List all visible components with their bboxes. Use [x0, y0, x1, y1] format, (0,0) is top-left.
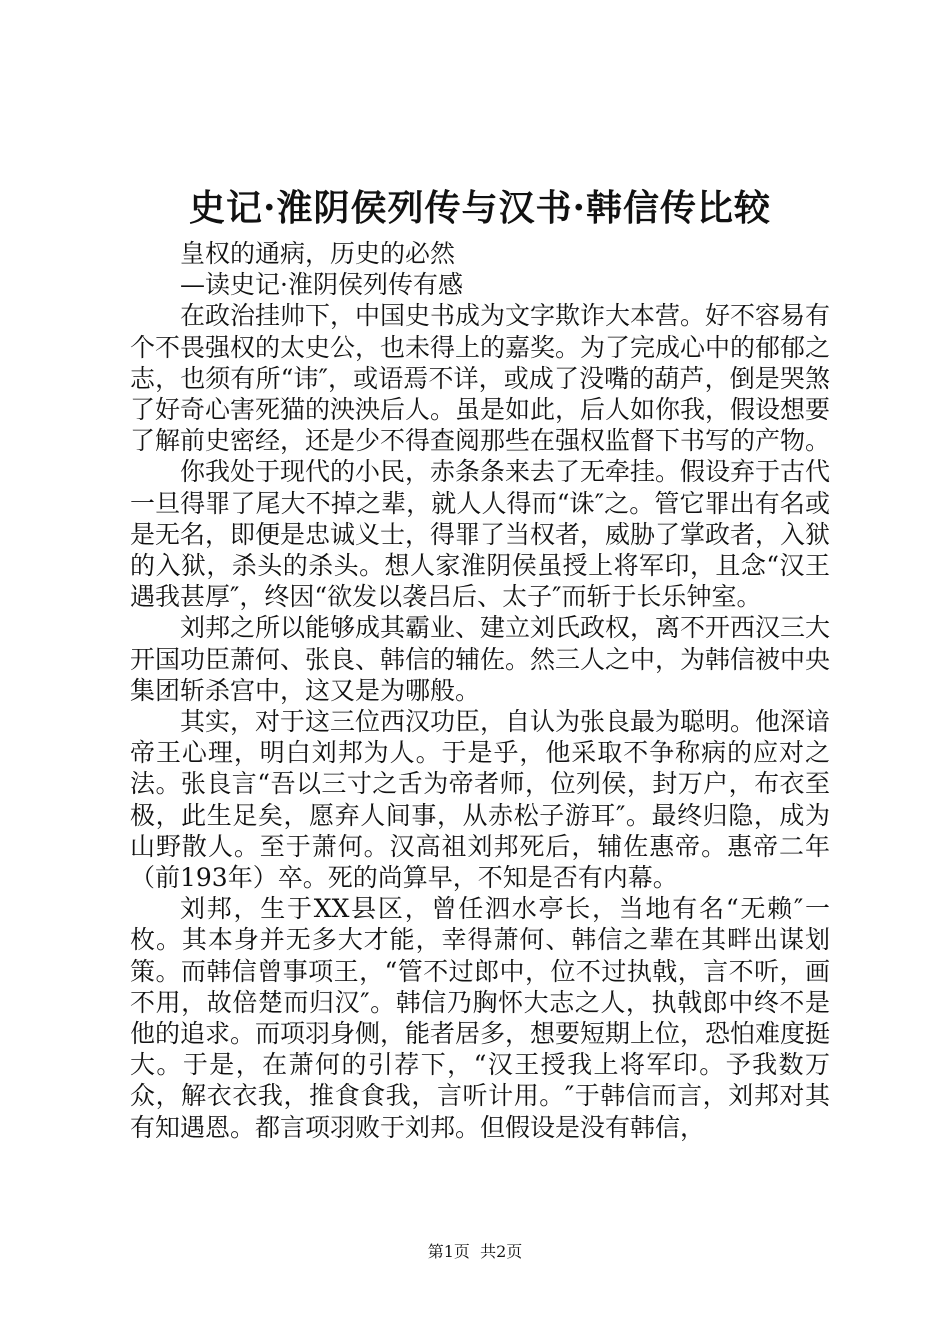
page-footer: 第1页 共2页 — [427, 1242, 523, 1261]
document-title: 史记·淮阴侯列传与汉书·韩信传比较 — [188, 187, 772, 229]
paragraph-5: 刘邦，生于XX县区，曾任泗水亭长，当地有名“无赖″一枚。其本身并无多大才能，幸得萧何、韩信之辈在其畔出谋划策。而韩信曾事项王，“管不过郎中，位不过执戟，言不听，画不用，故倍楚而归汉″。韩信乃胸怀大志之人，执戟郎中终不是他的追求。而项羽身侧，能者居多，想要短期上位，恐怕难度挺大。于是，在萧何的引荐下，“汉王授我上将军印。予我数万众，解衣衣我，推食食我，言听计用。″于韩信而言，刘邦对其有知遇恩。都言项羽败于刘邦。但假设是没有韩信， — [130, 894, 831, 1142]
subtitle: 皇权的通病，历史的必然 — [180, 239, 456, 268]
paragraph-2: 你我处于现代的小民，赤条条来去了无牵挂。假设弃于古代一旦得罪了尾大不掉之辈，就人人得而“诛″之。管它罪出有名或是无名，即便是忠诚义士，得罪了当权者，威胁了掌政者，入狱的入狱，杀头的杀头。想人家淮阴侯虽授上将军印，且念“汉王遇我甚厚″，终因“欲发以袭吕后、太子″而斩于长乐钟室。 — [130, 457, 831, 612]
document-body — [130, 238, 830, 1143]
subtitle-2: —读史记·淮阴侯列传有感 — [180, 270, 463, 300]
paragraph-4: 其实，对于这三位西汉功臣，自认为张良最为聪明。他深谙帝王心理，明白刘邦为人。于是乎，他采取不争称病的应对之法。张良言“吾以三寸之舌为帝者师，位列侯，封万户，布衣至极，此生足矣，愿弃人间事，从赤松子游耳″。最终归隐，成为山野散人。至于萧何。汉高祖刘邦死后，辅佐惠帝。惠帝二年（前193年）卒。死的尚算早，不知是否有内幕。 — [130, 707, 831, 893]
paragraph-3: 刘邦之所以能够成其霸业、建立刘氏政权，离不开西汉三大开国功臣萧何、张良、韩信的辅佐。然三人之中，为韩信被中央集团斩杀宫中，这又是为哪般。 — [130, 613, 831, 705]
paragraph-1: 在政治挂帅下，中国史书成为文字欺诈大本营。好不容易有个不畏强权的太史公，也未得上的嘉奖。为了完成心中的郁郁之志，也须有所“讳″，或语焉不详，或成了没嘴的葫芦，倒是哭煞了好奇心害死猫的泱泱后人。虽是如此，后人如你我，假设想要了解前史密经，还是少不得查阅那些在强权监督下书写的产物。 — [130, 301, 831, 456]
